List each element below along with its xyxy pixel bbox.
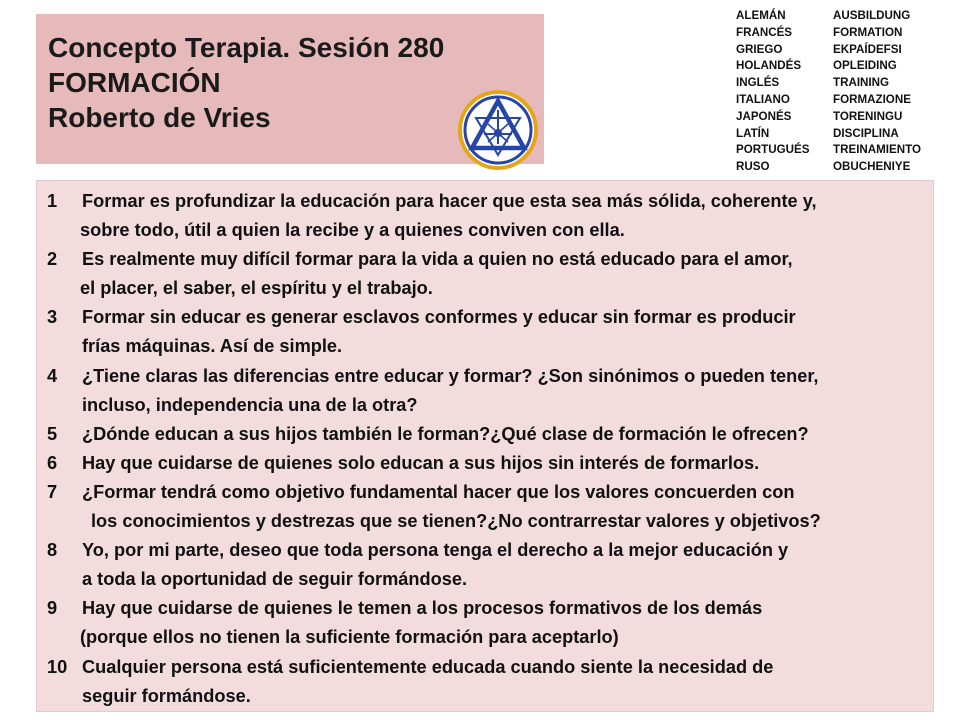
language-name: PORTUGUÉS [736, 143, 810, 157]
item-text: Yo, por mi parte, deseo que toda persona tenga el derecho a la mejor educación y [82, 540, 789, 561]
item-text: (porque ellos no tienen la suficiente formación para aceptarlo) [80, 627, 619, 648]
list-item [47, 536, 933, 594]
language-name: GRIEGO [736, 42, 783, 56]
item-text: Formar sin educar es generar esclavos conformes y educar sin formar es producir [82, 307, 796, 328]
title-panel [36, 14, 544, 164]
translation-row [736, 142, 921, 159]
statements-panel [36, 180, 934, 712]
list-item [47, 187, 933, 245]
language-name: INGLÉS [736, 76, 780, 90]
list-item [47, 594, 933, 652]
item-text: incluso, independencia una de la otra? [82, 394, 418, 415]
list-item [47, 362, 933, 420]
item-text: frías máquinas. Así de simple. [82, 336, 343, 357]
translation-row [736, 75, 921, 92]
translations-list [736, 8, 921, 176]
item-text: Cualquier persona está suficientemente educada cuando siente la necesidad de [82, 656, 774, 677]
translation-row [736, 58, 921, 75]
translated-word: FORMAZIONE [833, 92, 911, 106]
triangle-star-emblem-icon [456, 88, 540, 172]
item-text: ¿Tiene claras las diferencias entre educar y formar? ¿Son sinónimos o pueden tener, [82, 365, 819, 386]
language-name: HOLANDÉS [736, 59, 802, 73]
item-text: a toda la oportunidad de seguir formándose. [82, 569, 468, 590]
language-name: LATÍN [736, 126, 770, 140]
language-name: ITALIANO [736, 92, 790, 106]
language-name: ALEMÁN [736, 9, 786, 22]
translated-word: DISCIPLINA [833, 126, 899, 140]
translation-row [736, 25, 921, 42]
translated-word: EKPAÍDEFSI [833, 42, 902, 56]
item-text: seguir formándose. [82, 685, 251, 706]
translation-row [736, 8, 921, 25]
translated-word: TORENINGU [833, 109, 903, 123]
item-number: 7 [47, 481, 58, 502]
translation-row [736, 109, 921, 126]
translation-row [736, 126, 921, 143]
list-item [47, 478, 933, 536]
item-number: 1 [47, 191, 58, 211]
item-text: Hay que cuidarse de quienes le temen a los procesos formativos de los demás [82, 598, 763, 619]
list-item [47, 420, 933, 449]
item-text: ¿Dónde educan a sus hijos también le forman?¿Qué clase de formación le ofrecen? [82, 423, 809, 444]
topic-title: FORMACIÓN [48, 67, 221, 98]
item-text: ¿Formar tendrá como objetivo fundamental hacer que los valores concuerden con [82, 481, 795, 502]
translated-word: OBUCHENIYE [833, 160, 911, 174]
session-title: Concepto Terapia. Sesión 280 [48, 32, 445, 63]
item-text: Es realmente muy difícil formar para la vida a quien no está educado para el amor, [82, 249, 793, 270]
translated-word: FORMATION [833, 25, 903, 39]
item-number: 10 [47, 656, 68, 677]
author-name: Roberto de Vries [48, 102, 271, 133]
translation-row [736, 42, 921, 59]
language-name: JAPONÉS [736, 109, 792, 123]
language-name: RUSO [736, 160, 770, 174]
item-text: el placer, el saber, el espíritu y el trabajo. [80, 278, 433, 299]
item-number: 8 [47, 540, 58, 561]
item-text: sobre todo, útil a quien la recibe y a quienes conviven con ella. [80, 220, 625, 241]
translation-row [736, 159, 921, 176]
item-number: 2 [47, 249, 58, 270]
translated-word: OPLEIDING [833, 59, 897, 73]
item-number: 5 [47, 423, 58, 444]
list-item [47, 449, 933, 478]
translated-word: AUSBILDUNG [833, 9, 911, 22]
list-item [47, 245, 933, 303]
translated-word: TREINAMIENTO [833, 143, 922, 157]
translated-word: TRAINING [833, 76, 890, 90]
item-text: los conocimientos y destrezas que se tienen?¿No contrarrestar valores y objetivos? [91, 511, 821, 532]
list-item [47, 303, 933, 361]
item-number: 6 [47, 452, 58, 473]
language-name: FRANCÉS [736, 25, 793, 39]
item-number: 3 [47, 307, 58, 328]
item-number: 9 [47, 598, 58, 619]
item-number: 4 [47, 365, 58, 386]
translation-row [736, 92, 921, 109]
item-text: Hay que cuidarse de quienes solo educan a sus hijos sin interés de formarlos. [82, 452, 760, 473]
list-item [47, 653, 933, 711]
item-text: Formar es profundizar la educación para hacer que esta sea más sólida, coherente y, [82, 191, 817, 211]
